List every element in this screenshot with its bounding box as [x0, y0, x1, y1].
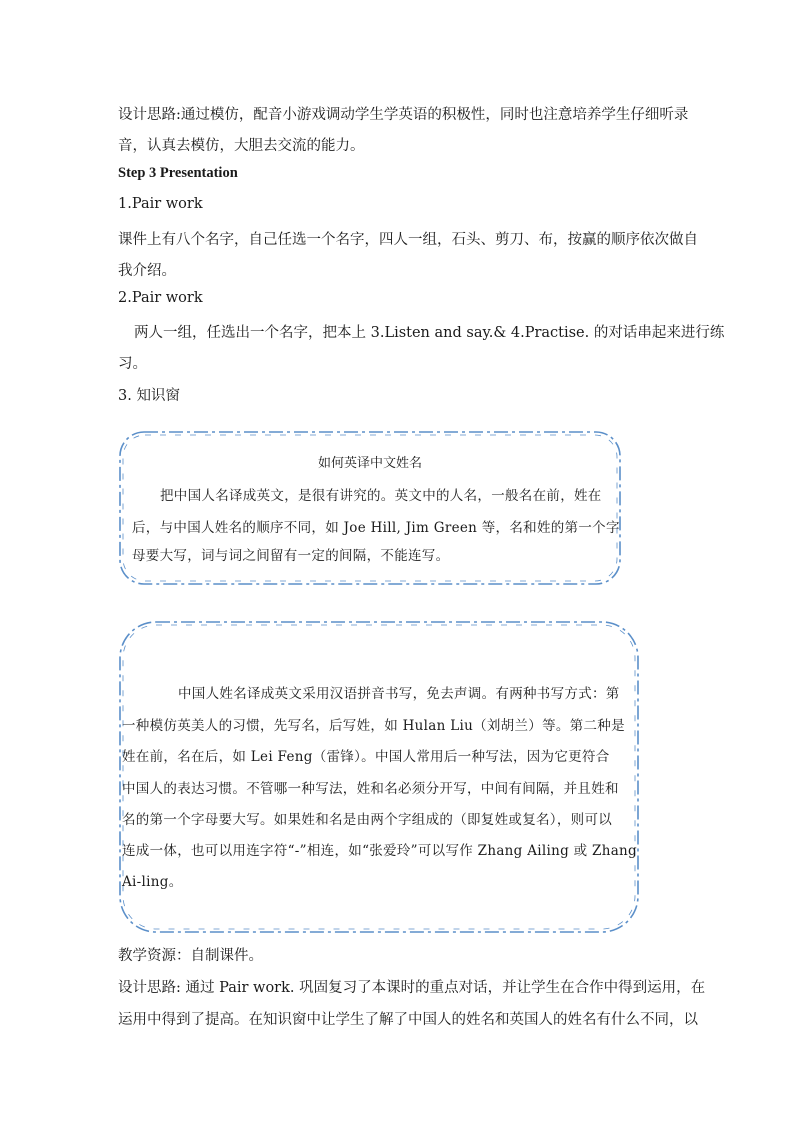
design-note-line-1: 设计思路:通过模仿，配音小游戏调动学生学英语的积极性，同时也注意培养学生仔细听录	[118, 107, 689, 123]
knowledge-box-1	[118, 430, 622, 586]
box-2-line-3: 姓在前，名在后，如 Lei Feng（雷锋）。中国人常用后一种写法，因为它更符合	[122, 749, 610, 765]
pair-work-2-line-2: 习。	[118, 356, 147, 372]
design-note-2-line-1: 设计思路: 通过 Pair work. 巩固复习了本课时的重点对话，并让学生在合作中得到运用，在	[118, 980, 706, 996]
box-1-line-3: 母要大写，词与词之间留有一定的间隔，不能连写。	[132, 548, 450, 564]
box-1-line-2: 后，与中国人姓名的顺序不同，如 Joe Hill, Jim Green 等，名和姓的第一个字	[132, 520, 620, 536]
box-2-line-1: 中国人姓名译成英文采用汉语拼音书写，免去声调。有两种书写方式：第	[178, 686, 620, 702]
pair-work-2-line-1: 两人一组，任选出一个名字，把本上 3.Listen and say.& 4.Practise. 的对话串起来进行练	[134, 325, 725, 341]
box-2-line-5: 名的第一个字母要大写。如果姓和名是由两个字组成的（即复姓或复名），则可以	[122, 812, 613, 828]
box-2-line-2: 一种模仿英美人的习惯，先写名，后写姓，如 Hulan Liu（刘胡兰）等。第二种是	[122, 718, 625, 734]
step-heading: Step 3 Presentation	[118, 165, 238, 181]
knowledge-box-2	[118, 620, 640, 934]
pair-work-1-line-2: 我介绍。	[118, 263, 176, 279]
box-1-title: 如何英译中文姓名	[317, 456, 422, 471]
design-note-2-line-2: 运用中得到了提高。在知识窗中让学生了解了中国人的姓名和英国人的姓名有什么不同，以	[118, 1012, 698, 1028]
teaching-resource: 教学资源：自制课件。	[118, 948, 263, 964]
pair-work-1-heading: 1.Pair work	[118, 196, 203, 212]
box-2-line-6: 连成一体，也可以用连字符“-”相连，如“张爱玲”可以写作 Zhang Ailing 或 Zhang	[122, 843, 637, 859]
box-1-line-1: 把中国人名译成英文，是很有讲究的。英文中的人名，一般名在前，姓在	[160, 488, 602, 504]
knowledge-window-heading: 3. 知识窗	[118, 388, 180, 404]
box-2-line-7: Ai-ling。	[122, 874, 183, 890]
pair-work-1-line-1: 课件上有八个名字，自己任选一个名字，四人一组，石头、剪刀、布，按赢的顺序依次做自	[118, 232, 698, 248]
pair-work-2-heading: 2.Pair work	[118, 290, 203, 306]
box-2-line-4: 中国人的表达习惯。不管哪一种写法，姓和名必须分开写，中间有间隔，并且姓和	[122, 781, 619, 797]
design-note-line-2: 音，认真去模仿，大胆去交流的能力。	[118, 138, 365, 154]
